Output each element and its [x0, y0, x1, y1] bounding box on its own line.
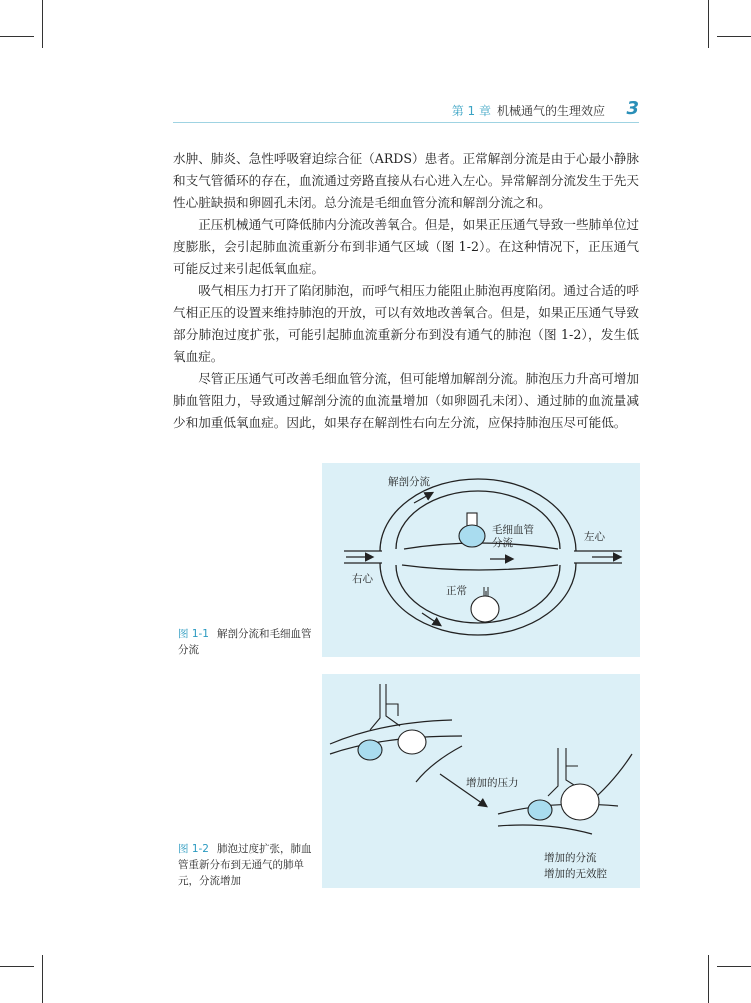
paragraph: 正压机械通气可降低肺内分流改善氧合。但是，如果正压通气导致一些肺单位过度膨胀，会引起肺血流重新分布到非通气区域（图 1-2）。在这种情况下，正压通气可能反过来引起低氧血症。 — [173, 217, 639, 276]
paragraph: 吸气相压力打开了陷闭肺泡，而呼气相压力能阻止肺泡再度陷闭。通过合适的呼气相正压的设置来维持肺泡的开放，可以有效地改善氧合。但是，如果正压通气导致部分肺泡过度扩张，可能引起肺血流重新分布到没有通气的肺泡（图 1-2），发生低氧血症。 — [173, 283, 639, 364]
vessel-wall — [330, 736, 462, 754]
vessel-wall — [416, 746, 462, 782]
label-increased-shunt: 增加的分流 — [544, 852, 597, 864]
running-header — [173, 98, 639, 123]
figure-1-2 — [322, 674, 640, 888]
label-normal: 正常 — [446, 585, 467, 597]
label-capillary-shunt: 毛细血管 — [492, 524, 534, 536]
chapter-title: 机械通气的生理效应 — [496, 104, 605, 118]
figure-number: 图 1-1 — [178, 628, 209, 640]
crop-mark — [0, 966, 34, 967]
figure-1-1 — [322, 463, 640, 657]
caption-text: 肺泡过度扩张，肺血管重新分布到无通气的肺单元，分流增加 — [178, 843, 312, 887]
label-capillary-shunt-2: 分流 — [492, 537, 513, 549]
alveolus-collapsed-icon — [528, 800, 552, 820]
body-text — [173, 148, 639, 434]
chapter-heading — [452, 102, 605, 119]
shunt-diagram — [322, 463, 640, 657]
label-increased-pressure: 增加的压力 — [466, 777, 519, 789]
paragraph: 水肿、肺炎、急性呼吸窘迫综合征（ARDS）患者。正常解剖分流是由于心最小静脉和支气管循环的存在，血流通过旁路直接从右心进入左心。异常解剖分流发生于先天性心脏缺损和卵圆孔未闭。总分流是毛细血管分流和解剖分流之和。 — [173, 151, 639, 210]
paragraph: 尽管正压通气可改善毛细血管分流，但可能增加解剖分流。肺泡压力升高可增加肺血管阻力，导致通过解剖分流的血流量增加（如卵圆孔未闭）、通过肺的血流量减少和加重低氧血症。因此，如果存在解剖性右向左分流，应保持肺泡压尽可能低。 — [173, 371, 639, 430]
vessel-wall — [498, 804, 618, 814]
crop-mark — [717, 36, 751, 37]
alveolus-normal-icon — [358, 740, 382, 760]
crop-mark — [0, 36, 34, 37]
label-right-heart: 右心 — [352, 573, 373, 585]
alveolus-collapsed-icon — [459, 525, 485, 547]
crop-mark — [717, 966, 751, 967]
airway — [370, 684, 400, 730]
chapter-number: 第 1 章 — [451, 104, 491, 118]
vessel-wall — [498, 825, 592, 834]
alveolus-normal-icon — [471, 596, 499, 622]
crop-mark — [42, 0, 43, 48]
caption-text: 解剖分流和毛细血管分流 — [178, 628, 312, 656]
crop-mark — [42, 955, 43, 1003]
figure-1-2-caption — [178, 841, 318, 889]
label-anatomic-shunt: 解剖分流 — [388, 476, 430, 488]
crop-mark — [708, 0, 709, 48]
capillary-lower — [402, 565, 558, 570]
alveolus-normal-icon — [398, 730, 426, 754]
label-increased-dead-space: 增加的无效腔 — [544, 868, 607, 880]
crop-mark — [708, 955, 709, 1003]
figure-number: 图 1-2 — [178, 843, 209, 855]
figure-1-1-caption — [178, 626, 318, 658]
label-left-heart: 左心 — [584, 531, 605, 543]
page-number: 3 — [626, 98, 639, 119]
alveolus-overdistended-icon — [561, 784, 599, 820]
